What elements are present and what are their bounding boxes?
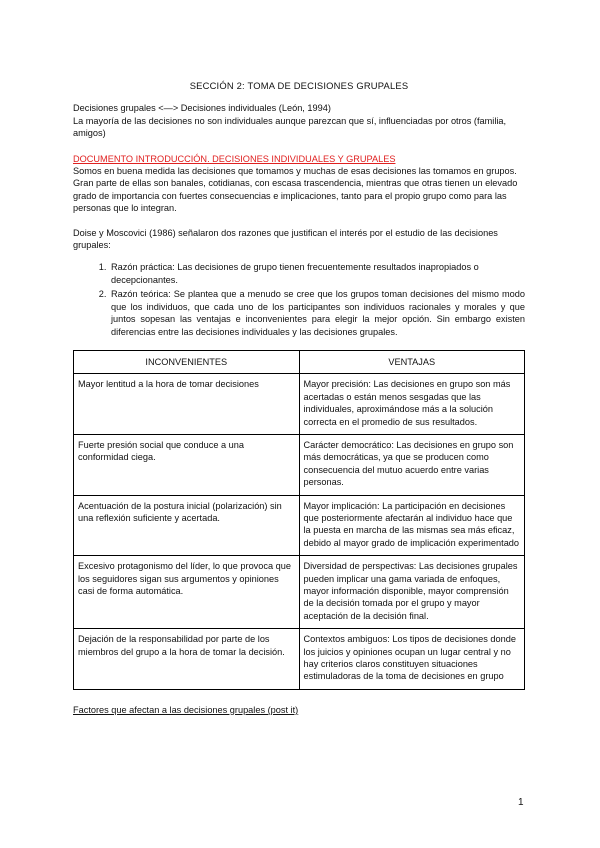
page-number: 1: [518, 797, 524, 808]
document-page: [73, 80, 525, 716]
header-inconvenientes: INCONVENIENTES: [74, 350, 300, 373]
cell-inconveniente: Excesivo protagonismo del líder, lo que provoca que los seguidores sigan sus argumentos y opiniones casi de forma automática.: [74, 556, 300, 629]
cell-inconveniente: Dejación de la responsabilidad por parte de los miembros del grupo a la hora de tomar la decisión.: [74, 629, 300, 690]
pros-cons-table: [73, 350, 525, 690]
header-ventajas: VENTAJAS: [299, 350, 525, 373]
cell-ventaja: Mayor implicación: La participación en decisiones que posteriormente afectarán al individuo hace que la puesta en marcha de las mismas sea más eficaz, debido al mayor grado de implicación experimentado: [299, 495, 525, 556]
cell-ventaja: Mayor precisión: Las decisiones en grupo son más acertadas o están menos sesgadas que las individuales, aproximándose más a la solución correcta en el promedio de sus resultados.: [299, 374, 525, 435]
intro-line-2: La mayoría de las decisiones no son individuales aunque parezcan que sí, influenciadas por otros (familia, amigos): [73, 115, 507, 139]
paragraph-intro: Somos en buena medida las decisiones que tomamos y muchas de esas decisiones las tomamos en grupos. Gran parte de ellas son banales, cotidianas, con escasa trascendencia, mientras que otras tienen un elevado grado de importancia con fuertes consecuencias e implicaciones, tanto para el propio grupo como para las personas que lo integran.: [73, 166, 518, 214]
cell-inconveniente: Acentuación de la postura inicial (polarización) sin una reflexión suficiente y acertada.: [74, 495, 300, 556]
cell-ventaja: Carácter democrático: Las decisiones en grupo son más democráticas, ya que se producen como consecuencia del mutuo acuerdo entre varias personas.: [299, 434, 525, 495]
page-title: SECCIÓN 2: TOMA DE DECISIONES GRUPALES: [189, 80, 409, 91]
table-row: [74, 434, 525, 495]
intro-block: [73, 102, 525, 139]
table-row: [74, 556, 525, 629]
reasons-list: [73, 261, 525, 337]
paragraph-reasons-intro: Doise y Moscovici (1986) señalaron dos razones que justifican el interés por el estudio de las decisiones grupales:: [73, 227, 498, 251]
section-heading: DOCUMENTO INTRODUCCIÓN. DECISIONES INDIVIDUALES Y GRUPALES: [73, 153, 396, 164]
table-header-row: [74, 350, 525, 373]
intro-line-1: Decisiones grupales <—> Decisiones individuales (León, 1994): [73, 103, 331, 114]
table-row: [74, 495, 525, 556]
cell-inconveniente: Fuerte presión social que conduce a una conformidad ciega.: [74, 434, 300, 495]
cell-ventaja: Diversidad de perspectivas: Las decisiones grupales pueden implicar una gama variada de enfoques, mayor información disponible, mayor comprensión de la decisión tomada por el grupo y mayor aceptación de la decisión final.: [299, 556, 525, 629]
list-item-theoretical-reason: 2. Razón teórica: Se plantea que a menudo se cree que los grupos toman decisiones del mismo modo que los individuos, que cada uno de los participantes son individuos racionales y morales y que juntos sopesan las ventajas e inconvenientes para elegir la mejor opción. Sin embargo existen diferencias entre las decisiones individuales y las decisiones grupales.: [109, 288, 525, 338]
list-item-practical-reason: 1. Razón práctica: Las decisiones de grupo tienen frecuentemente resultados inapropiados o decepcionantes.: [109, 261, 525, 286]
table-row: [74, 629, 525, 690]
factors-heading: Factores que afectan a las decisiones grupales (post it): [73, 704, 299, 715]
cell-inconveniente: Mayor lentitud a la hora de tomar decisiones: [74, 374, 300, 435]
table-row: [74, 374, 525, 435]
cell-ventaja: Contextos ambiguos: Los tipos de decisiones donde los juicios y opiniones ocupan un lugar central y no hay criterios claros constituyen situaciones estimuladoras de la toma de decisiones en grupo: [299, 629, 525, 690]
